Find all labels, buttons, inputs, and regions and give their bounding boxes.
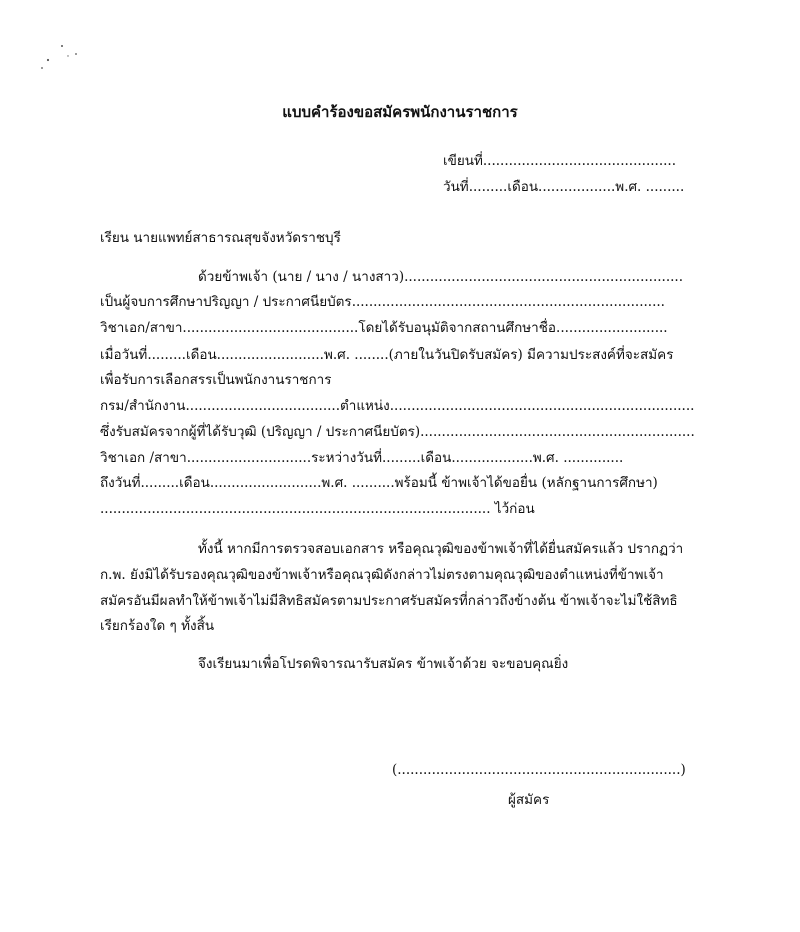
- written-at-line: เขียนที่.............................................: [443, 153, 676, 169]
- speck: [47, 59, 49, 61]
- signature-role: ผู้สมัคร: [508, 792, 550, 808]
- paragraph-line: เรียกร้องใด ๆ ทั้งสิ้น: [100, 618, 215, 634]
- paragraph-line: ทั้งนี้ หากมีการตรวจสอบเอกสาร หรือคุณวุฒิของข้าพเจ้าที่ได้ยื่นสมัครแล้ว ปรากฏว่า: [198, 541, 684, 557]
- form-title: แบบคำร้องขอสมัครพนักงานราชการ: [282, 103, 518, 121]
- form-line-period-start: วิชาเอก /สาขา.............................ระหว่างวันที่.........เดือน...................พ.ศ. ..............: [100, 450, 624, 466]
- speck: [67, 55, 68, 56]
- scan-specks: [30, 40, 90, 80]
- form-line-qualification: ซึ่งรับสมัครจากผู้ที่ได้รับวุฒิ (ปริญญา / ประกาศนียบัตร)................................................................: [100, 424, 695, 440]
- form-line-period-end: ถึงวันที่.........เดือน..........................พ.ศ. ..........พร้อมนี้ ข้าพเจ้าได้ขอยื่น (หลักฐานการศึกษา): [100, 475, 658, 491]
- speck: [41, 67, 43, 69]
- signature-name-line: (..................................................................): [392, 762, 686, 778]
- speck: [75, 53, 77, 55]
- closing-line: จึงเรียนมาเพื่อโปรดพิจารณารับสมัคร ข้าพเจ้าด้วย จะขอบคุณยิ่ง: [198, 656, 569, 672]
- form-line-graduation-date: เมื่อวันที่.........เดือน.........................พ.ศ. ........(ภายในวันปิดรับสมัคร) มีความประสงค์ที่จะสมัคร: [100, 347, 674, 363]
- date-line: วันที่.........เดือน..................พ.ศ. .........: [443, 179, 685, 195]
- speck: [61, 45, 63, 47]
- form-line-education: เป็นผู้จบการศึกษาปริญญา / ประกาศนียบัตร.........................................................................: [100, 294, 665, 310]
- paragraph-line: สมัครอันมีผลทำให้ข้าพเจ้าไม่มีสิทธิสมัครตามประกาศรับสมัครที่กล่าวถึงข้างต้น ข้าพเจ้าจะไม่ใช้สิทธิ: [100, 593, 678, 609]
- form-line-documents: ........................................................................................... ไว้ก่อน: [100, 501, 535, 517]
- form-line-purpose: เพื่อรับการเลือกสรรเป็นพนักงานราชการ: [100, 372, 332, 388]
- form-line-applicant-name: ด้วยข้าพเจ้า (นาย / นาง / นางสาว).................................................................: [198, 269, 684, 285]
- salutation: เรียน นายแพทย์สาธารณสุขจังหวัดราชบุรี: [100, 230, 341, 246]
- paragraph-line: ก.พ. ยังมิได้รับรองคุณวุฒิของข้าพเจ้าหรือคุณวุฒิดังกล่าวไม่ตรงตามคุณวุฒิของตำแหน่งที่ข้าพเจ้า: [100, 567, 664, 583]
- form-line-major: วิชาเอก/สาขา.........................................โดยได้รับอนุมัติจากสถานศึกษาชื่อ..........................: [100, 320, 668, 336]
- form-line-department: กรม/สำนักงาน....................................ตำแหน่ง.......................................................................: [100, 398, 695, 414]
